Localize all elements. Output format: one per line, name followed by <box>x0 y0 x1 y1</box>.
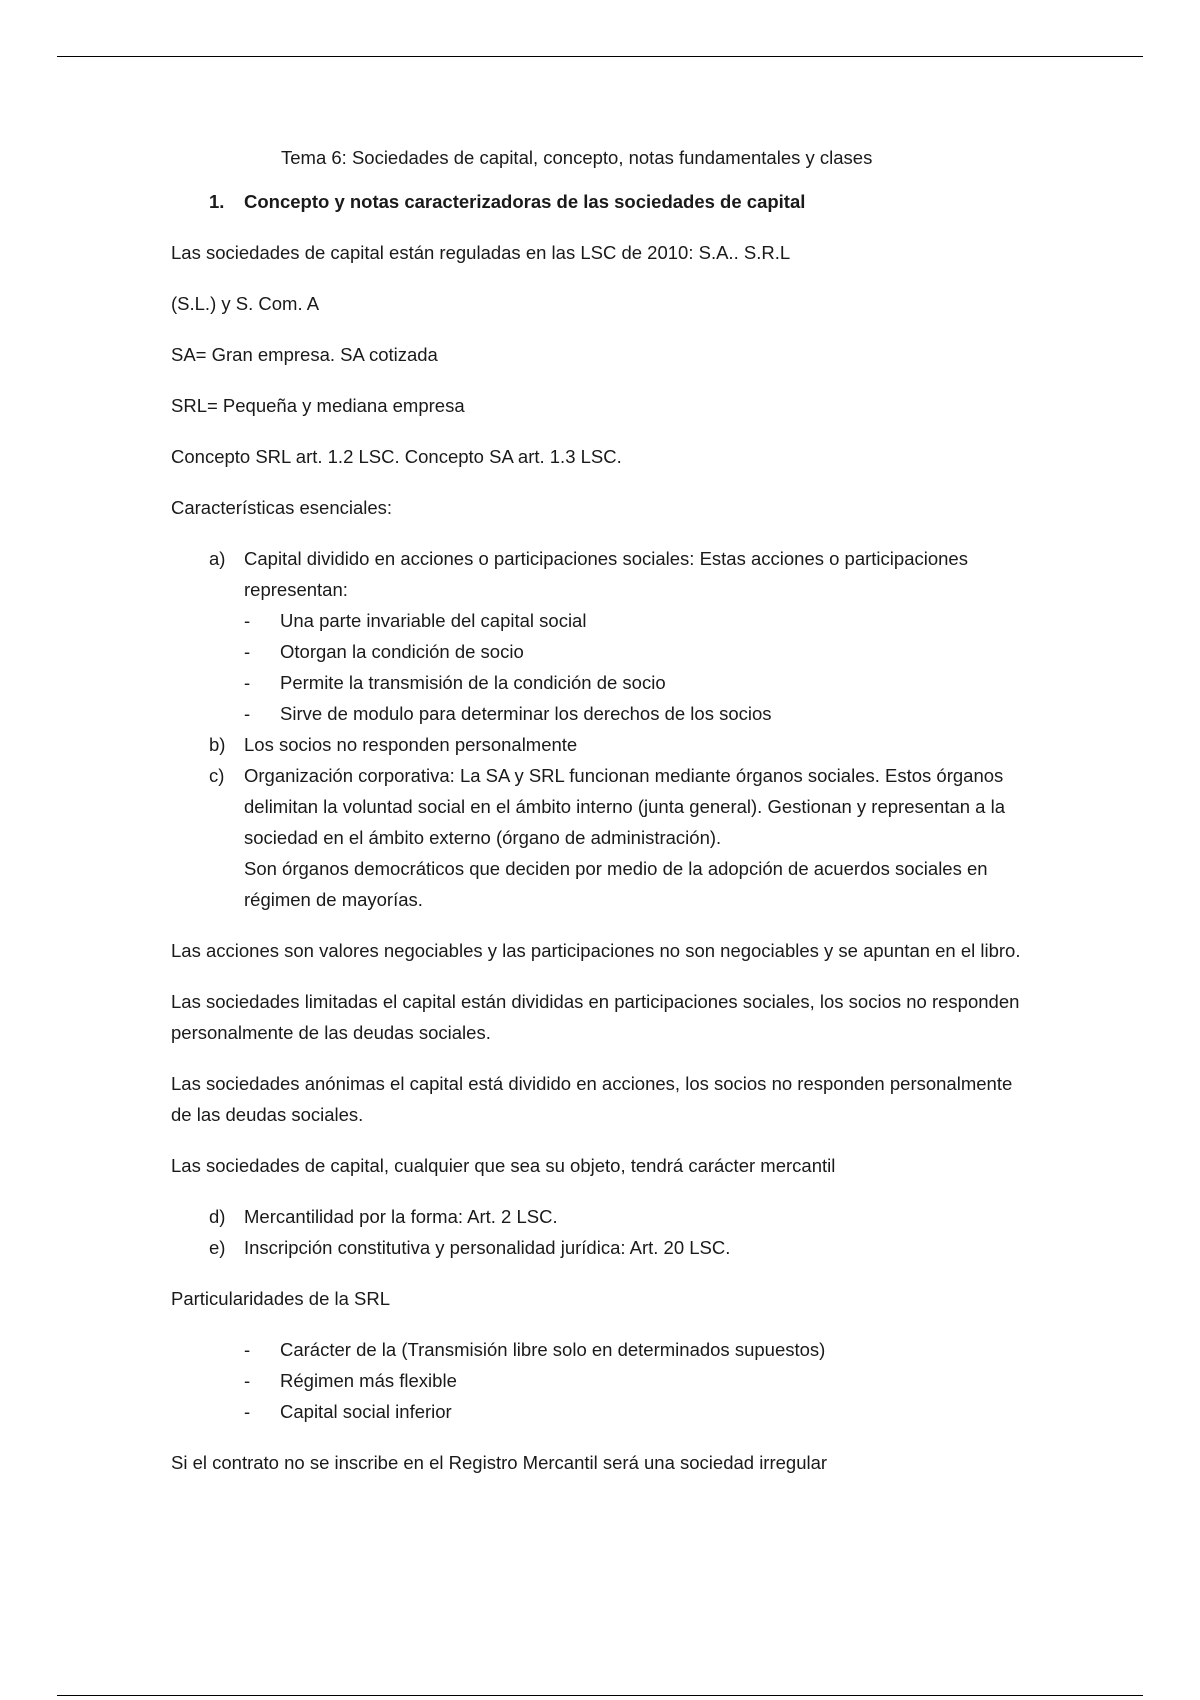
sub-list-item-text: Otorgan la condición de socio <box>280 641 524 662</box>
srl-list-item-text: Régimen más flexible <box>280 1370 457 1391</box>
list-marker: a) <box>209 548 226 569</box>
sub-list-item <box>244 636 1031 667</box>
section-number: 1. <box>209 191 225 212</box>
list-item <box>171 760 1031 915</box>
list-item-text: Mercantilidad por la forma: Art. 2 LSC. <box>244 1206 558 1227</box>
list-marker: b) <box>209 734 226 755</box>
sub-list-item <box>244 698 1031 729</box>
list-item <box>171 1232 1031 1263</box>
body-paragraph: Las sociedades de capital, cualquier que sea su objeto, tendrá carácter mercantil <box>171 1155 836 1176</box>
srl-list-item <box>171 1365 1031 1396</box>
section-heading-text: Concepto y notas caracterizadoras de las sociedades de capital <box>244 191 806 212</box>
dash-marker: - <box>244 703 251 724</box>
document-title: Tema 6: Sociedades de capital, concepto, notas fundamentales y clases <box>281 147 873 168</box>
dash-marker: - <box>244 1370 251 1391</box>
body-paragraph: Las sociedades anónimas el capital está dividido en acciones, los socios no responden personalmente de las deudas sociales. <box>171 1073 1013 1125</box>
list-marker: e) <box>209 1237 226 1258</box>
srl-list-item <box>171 1334 1031 1365</box>
intro-paragraph: (S.L.) y S. Com. A <box>171 293 320 314</box>
list-item-text-continued: Son órganos democráticos que deciden por medio de la adopción de acuerdos sociales en régimen de mayorías. <box>244 858 988 910</box>
more-characteristics-list <box>171 1201 1031 1263</box>
footer-rule <box>57 1695 1143 1696</box>
intro-paragraph: SA= Gran empresa. SA cotizada <box>171 344 438 365</box>
dash-marker: - <box>244 641 251 662</box>
list-item-text: Los socios no responden personalmente <box>244 734 578 755</box>
dash-marker: - <box>244 610 251 631</box>
intro-paragraph: SRL= Pequeña y mediana empresa <box>171 395 465 416</box>
sub-list-item <box>244 667 1031 698</box>
list-item-text: Organización corporativa: La SA y SRL funcionan mediante órganos sociales. Estos órganos delimitan la voluntad social en el ámbito interno (junta general). Gestionan y representan a la sociedad en el ámbito externo (órgano de administración). <box>244 765 1006 848</box>
srl-list <box>171 1334 1031 1427</box>
body-paragraph: Las acciones son valores negociables y las participaciones no son negociables y se apuntan en el libro. <box>171 940 1021 961</box>
list-item-text: Capital dividido en acciones o participaciones sociales: Estas acciones o participaciones representan: <box>244 548 968 600</box>
sub-list-item-text: Una parte invariable del capital social <box>280 610 587 631</box>
sub-list-item-text: Sirve de modulo para determinar los derechos de los socios <box>280 703 772 724</box>
list-item <box>171 729 1031 760</box>
srl-list-item-text: Carácter de la (Transmisión libre solo en determinados supuestos) <box>280 1339 826 1360</box>
header-rule <box>57 56 1143 57</box>
intro-paragraph: Las sociedades de capital están reguladas en las LSC de 2010: S.A.. S.R.L <box>171 242 791 263</box>
list-item <box>171 1201 1031 1232</box>
dash-marker: - <box>244 672 251 693</box>
dash-marker: - <box>244 1401 251 1422</box>
list-marker: d) <box>209 1206 226 1227</box>
document-body <box>171 142 1031 1498</box>
body-paragraph: Las sociedades limitadas el capital están divididas en participaciones sociales, los socios no responden personalmente de las deudas sociales. <box>171 991 1020 1043</box>
closing-paragraph: Si el contrato no se inscribe en el Registro Mercantil será una sociedad irregular <box>171 1452 828 1473</box>
intro-paragraph: Características esenciales: <box>171 497 393 518</box>
list-item <box>171 543 1031 729</box>
list-marker: c) <box>209 765 225 786</box>
section-heading <box>171 186 1031 217</box>
dash-marker: - <box>244 1339 251 1360</box>
sub-list <box>244 605 1031 729</box>
srl-list-item <box>171 1396 1031 1427</box>
list-item-text: Inscripción constitutiva y personalidad jurídica: Art. 20 LSC. <box>244 1237 731 1258</box>
sub-list-item <box>244 605 1031 636</box>
intro-paragraph: Concepto SRL art. 1.2 LSC. Concepto SA art. 1.3 LSC. <box>171 446 622 467</box>
srl-heading: Particularidades de la SRL <box>171 1288 391 1309</box>
sub-list-item-text: Permite la transmisión de la condición de socio <box>280 672 666 693</box>
srl-list-item-text: Capital social inferior <box>280 1401 452 1422</box>
characteristics-list <box>171 543 1031 915</box>
